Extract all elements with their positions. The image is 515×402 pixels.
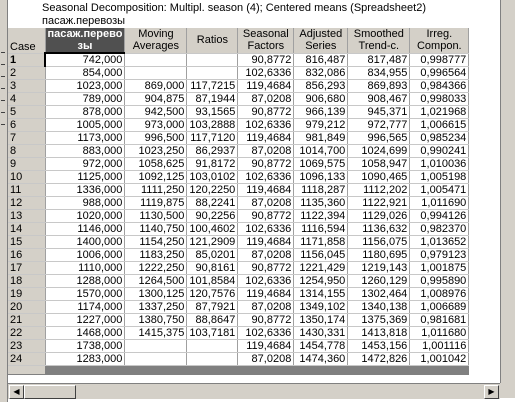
table-cell[interactable]: 1300,125 [125, 288, 187, 301]
table-cell[interactable]: 93,1565 [187, 106, 238, 119]
table-cell[interactable]: 1453,156 [348, 340, 410, 353]
table-cell[interactable]: 1058,947 [348, 158, 410, 171]
table-cell[interactable]: 832,086 [294, 67, 348, 80]
table-cell[interactable]: 1,013652 [410, 236, 469, 249]
table-cell[interactable] [187, 53, 238, 67]
column-header-passenger-traffic[interactable]: пасаж.перево зы [45, 28, 125, 53]
table-cell[interactable]: 1283,000 [45, 353, 125, 366]
table-cell[interactable]: 1219,143 [348, 262, 410, 275]
column-header-smoothed-trend[interactable]: Smoothed Trend-c. [348, 28, 410, 53]
table-cell[interactable]: 1468,000 [45, 327, 125, 340]
table-cell[interactable]: 87,0208 [238, 249, 294, 262]
row-number[interactable]: 24 [8, 353, 45, 366]
header-row [8, 28, 469, 53]
table-cell[interactable]: 87,0208 [238, 301, 294, 314]
table-cell[interactable]: 904,875 [125, 93, 187, 106]
row-number[interactable]: 2 [8, 67, 45, 80]
scroll-right-icon[interactable]: ▶ [484, 385, 499, 399]
table-row [8, 262, 469, 275]
table-cell[interactable]: 0,982370 [410, 223, 469, 236]
table-cell[interactable]: 88,8647 [187, 314, 238, 327]
table-cell[interactable]: 0,984366 [410, 80, 469, 93]
row-number[interactable]: 6 [8, 119, 45, 132]
row-number[interactable]: 12 [8, 197, 45, 210]
row-number[interactable]: 1 [8, 53, 45, 67]
table-cell[interactable]: 1,010036 [410, 158, 469, 171]
table-row [8, 353, 469, 366]
table-cell[interactable] [187, 67, 238, 80]
table-cell[interactable]: 119,4684 [238, 236, 294, 249]
table-row [8, 236, 469, 249]
row-number[interactable]: 20 [8, 301, 45, 314]
row-number[interactable]: 10 [8, 171, 45, 184]
empty-cell [410, 366, 469, 375]
table-row [8, 301, 469, 314]
table-cell[interactable]: 102,6336 [238, 171, 294, 184]
column-header-irregular-component[interactable]: Irreg. Compon. [410, 28, 469, 53]
empty-cell [294, 366, 348, 375]
left-window-edge [0, 0, 8, 402]
table-cell[interactable]: 121,2909 [187, 236, 238, 249]
table-cell[interactable]: 1129,026 [348, 210, 410, 223]
table-cell[interactable]: 1340,138 [348, 301, 410, 314]
table-cell[interactable]: 1112,202 [348, 184, 410, 197]
table-cell[interactable]: 816,487 [294, 53, 348, 67]
table-row [8, 132, 469, 145]
table-row [8, 80, 469, 93]
table-cell[interactable]: 103,0102 [187, 171, 238, 184]
table-row [8, 197, 469, 210]
table-cell[interactable]: 117,7120 [187, 132, 238, 145]
table-cell[interactable]: 1135,360 [294, 197, 348, 210]
table-cell[interactable]: 0,990241 [410, 145, 469, 158]
table-cell[interactable]: 1118,287 [294, 184, 348, 197]
table-cell[interactable]: 883,000 [45, 145, 125, 158]
table-cell[interactable]: 1023,250 [125, 145, 187, 158]
table-cell[interactable]: 789,000 [45, 93, 125, 106]
table-cell[interactable]: 0,998777 [410, 53, 469, 67]
table-cell[interactable]: 86,2937 [187, 145, 238, 158]
table-cell[interactable]: 1154,250 [125, 236, 187, 249]
table-cell[interactable]: 1350,174 [294, 314, 348, 327]
table-row [8, 93, 469, 106]
table-cell[interactable]: 90,8772 [238, 106, 294, 119]
table-cell[interactable]: 85,0201 [187, 249, 238, 262]
table-cell[interactable]: 119,4684 [238, 340, 294, 353]
table-row [8, 340, 469, 353]
table-row [8, 223, 469, 236]
row-number[interactable]: 13 [8, 210, 45, 223]
table-cell[interactable]: 979,212 [294, 119, 348, 132]
empty-row [8, 366, 469, 375]
table-cell[interactable] [125, 353, 187, 366]
table-cell[interactable]: 908,467 [348, 93, 410, 106]
column-header-seasonal-factors[interactable]: Seasonal Factors [238, 28, 294, 53]
table-cell[interactable]: 1302,464 [348, 288, 410, 301]
spreadsheet-subtitle: пасаж.перевозы [42, 15, 126, 27]
table-cell[interactable]: 90,8772 [238, 210, 294, 223]
table-cell[interactable] [125, 53, 187, 67]
row-number[interactable]: 21 [8, 314, 45, 327]
row-number[interactable]: 14 [8, 223, 45, 236]
table-cell[interactable]: 1413,818 [348, 327, 410, 340]
table-cell[interactable]: 1400,000 [45, 236, 125, 249]
empty-cell [187, 366, 238, 375]
table-cell[interactable]: 869,893 [348, 80, 410, 93]
horizontal-scrollbar[interactable] [8, 383, 500, 399]
table-cell[interactable]: 1472,826 [348, 353, 410, 366]
table-cell[interactable]: 1454,778 [294, 340, 348, 353]
column-header-case[interactable]: Case [8, 28, 45, 53]
table-cell[interactable]: 0,985234 [410, 132, 469, 145]
table-cell[interactable]: 1069,575 [294, 158, 348, 171]
spreadsheet-title-area [8, 0, 478, 28]
table-cell[interactable]: 996,565 [348, 132, 410, 145]
table-cell[interactable]: 1,008976 [410, 288, 469, 301]
table-cell[interactable]: 1125,000 [45, 171, 125, 184]
table-cell[interactable]: 102,6336 [238, 119, 294, 132]
column-header-adjusted-series[interactable]: Adjusted Series [294, 28, 348, 53]
table-cell[interactable]: 90,8772 [238, 262, 294, 275]
table-cell[interactable]: 0,994126 [410, 210, 469, 223]
table-cell[interactable]: 1314,155 [294, 288, 348, 301]
table-cell[interactable]: 1349,102 [294, 301, 348, 314]
table-cell[interactable]: 1,011680 [410, 327, 469, 340]
table-cell[interactable]: 1020,000 [45, 210, 125, 223]
table-cell[interactable]: 1136,632 [348, 223, 410, 236]
table-cell[interactable]: 0,998033 [410, 93, 469, 106]
table-cell[interactable]: 1058,625 [125, 158, 187, 171]
table-row [8, 53, 469, 67]
table-cell[interactable]: 120,2250 [187, 184, 238, 197]
table-cell[interactable]: 945,371 [348, 106, 410, 119]
row-number[interactable]: 16 [8, 249, 45, 262]
table-cell[interactable]: 1,006689 [410, 301, 469, 314]
table-cell[interactable]: 119,4684 [238, 80, 294, 93]
scrollbar-thumb[interactable] [24, 385, 76, 399]
table-cell[interactable]: 1146,000 [45, 223, 125, 236]
table-cell[interactable]: 120,7576 [187, 288, 238, 301]
table-row [8, 145, 469, 158]
empty-cell [45, 366, 125, 375]
table-cell[interactable]: 742,000 [45, 53, 125, 67]
table-cell[interactable]: 1260,129 [348, 275, 410, 288]
table-cell[interactable]: 988,000 [45, 197, 125, 210]
empty-cell [125, 366, 187, 375]
table-cell[interactable]: 1375,369 [348, 314, 410, 327]
table-cell[interactable]: 1,021968 [410, 106, 469, 119]
row-number[interactable]: 23 [8, 340, 45, 353]
table-cell[interactable]: 1,006615 [410, 119, 469, 132]
table-cell[interactable]: 0,979123 [410, 249, 469, 262]
table-cell[interactable]: 1474,360 [294, 353, 348, 366]
table-row [8, 184, 469, 197]
table-cell[interactable] [125, 67, 187, 80]
table-cell[interactable]: 88,2241 [187, 197, 238, 210]
table-row [8, 288, 469, 301]
column-header-moving-averages[interactable]: Moving Averages [125, 28, 187, 53]
table-cell[interactable]: 90,8161 [187, 262, 238, 275]
table-cell[interactable]: 1254,950 [294, 275, 348, 288]
row-number[interactable]: 3 [8, 80, 45, 93]
table-cell[interactable]: 1,005198 [410, 171, 469, 184]
table-cell[interactable]: 1,001875 [410, 262, 469, 275]
results-table [8, 28, 469, 375]
table-cell[interactable]: 906,680 [294, 93, 348, 106]
row-number [8, 366, 45, 375]
table-cell[interactable]: 90,2256 [187, 210, 238, 223]
row-number[interactable]: 7 [8, 132, 45, 145]
row-number[interactable]: 22 [8, 327, 45, 340]
table-cell[interactable]: 972,000 [45, 158, 125, 171]
table-cell[interactable]: 119,4684 [238, 184, 294, 197]
table-cell[interactable]: 87,0208 [238, 197, 294, 210]
table-cell[interactable]: 1156,075 [348, 236, 410, 249]
table-cell[interactable]: 1221,429 [294, 262, 348, 275]
table-cell[interactable]: 1430,331 [294, 327, 348, 340]
table-cell[interactable]: 1096,133 [294, 171, 348, 184]
table-cell[interactable]: 1140,750 [125, 223, 187, 236]
spreadsheet-window [8, 0, 515, 402]
table-cell[interactable]: 834,955 [348, 67, 410, 80]
table-row [8, 327, 469, 340]
table-cell[interactable]: 1090,465 [348, 171, 410, 184]
table-cell[interactable]: 102,6336 [238, 67, 294, 80]
vertical-scrollbar[interactable] [500, 0, 515, 383]
table-cell[interactable]: 1222,250 [125, 262, 187, 275]
table-cell[interactable]: 1337,250 [125, 301, 187, 314]
table-cell[interactable]: 817,487 [348, 53, 410, 67]
table-cell[interactable]: 117,7215 [187, 80, 238, 93]
row-number[interactable]: 11 [8, 184, 45, 197]
table-cell[interactable]: 1092,125 [125, 171, 187, 184]
table-cell[interactable]: 90,8772 [238, 314, 294, 327]
table-row [8, 119, 469, 132]
table-cell[interactable]: 1023,000 [45, 80, 125, 93]
table-cell[interactable]: 102,6336 [238, 275, 294, 288]
table-row [8, 314, 469, 327]
scroll-left-icon[interactable]: ◀ [9, 385, 24, 399]
column-header-ratios[interactable]: Ratios [187, 28, 238, 53]
table-cell[interactable] [187, 340, 238, 353]
table-cell[interactable]: 966,139 [294, 106, 348, 119]
table-cell[interactable]: 972,777 [348, 119, 410, 132]
table-cell[interactable]: 1005,000 [45, 119, 125, 132]
row-number[interactable]: 8 [8, 145, 45, 158]
empty-cell [348, 366, 410, 375]
table-cell[interactable]: 87,0208 [238, 353, 294, 366]
table-cell[interactable]: 981,849 [294, 132, 348, 145]
table-cell[interactable]: 942,500 [125, 106, 187, 119]
table-row [8, 210, 469, 223]
table-cell[interactable]: 91,8172 [187, 158, 238, 171]
table-cell[interactable]: 1122,394 [294, 210, 348, 223]
table-cell[interactable]: 0,995890 [410, 275, 469, 288]
table-cell[interactable]: 1570,000 [45, 288, 125, 301]
spreadsheet-title: Seasonal Decomposition: Multipl. season (4); Centered means (Spreadsheet2) [42, 2, 426, 14]
table-cell[interactable]: 103,7181 [187, 327, 238, 340]
row-number[interactable]: 5 [8, 106, 45, 119]
table-cell[interactable]: 0,996564 [410, 67, 469, 80]
table-cell[interactable]: 854,000 [45, 67, 125, 80]
table-row [8, 106, 469, 119]
table-cell[interactable]: 1,005471 [410, 184, 469, 197]
row-number[interactable]: 18 [8, 275, 45, 288]
table-cell[interactable]: 101,8584 [187, 275, 238, 288]
table-cell[interactable]: 87,1944 [187, 93, 238, 106]
table-cell[interactable]: 1171,858 [294, 236, 348, 249]
table-cell[interactable]: 1122,921 [348, 197, 410, 210]
table-cell[interactable]: 869,000 [125, 80, 187, 93]
row-number[interactable]: 15 [8, 236, 45, 249]
table-cell[interactable]: 1014,700 [294, 145, 348, 158]
table-cell[interactable]: 1227,000 [45, 314, 125, 327]
empty-cell [238, 366, 294, 375]
table-cell[interactable]: 87,7921 [187, 301, 238, 314]
table-cell[interactable]: 1380,750 [125, 314, 187, 327]
table-cell[interactable]: 973,000 [125, 119, 187, 132]
table-cell[interactable]: 119,4684 [238, 132, 294, 145]
table-cell[interactable] [187, 353, 238, 366]
table-cell[interactable]: 87,0208 [238, 145, 294, 158]
table-cell[interactable]: 878,000 [45, 106, 125, 119]
table-cell[interactable]: 1,001116 [410, 340, 469, 353]
table-cell[interactable]: 1415,375 [125, 327, 187, 340]
table-cell[interactable]: 119,4684 [238, 288, 294, 301]
table-row [8, 275, 469, 288]
table-cell[interactable]: 1288,000 [45, 275, 125, 288]
table-cell[interactable]: 1111,250 [125, 184, 187, 197]
table-row [8, 171, 469, 184]
table-cell[interactable]: 1174,000 [45, 301, 125, 314]
table-row [8, 67, 469, 80]
row-number[interactable]: 19 [8, 288, 45, 301]
table-cell[interactable]: 1738,000 [45, 340, 125, 353]
table-cell[interactable]: 90,8772 [238, 158, 294, 171]
table-row [8, 158, 469, 171]
table-cell[interactable]: 1024,699 [348, 145, 410, 158]
table-cell[interactable]: 1116,594 [294, 223, 348, 236]
table-cell[interactable]: 996,500 [125, 132, 187, 145]
table-cell[interactable]: 1110,000 [45, 262, 125, 275]
table-cell[interactable]: 102,6336 [238, 327, 294, 340]
table-cell[interactable]: 856,293 [294, 80, 348, 93]
row-number[interactable]: 17 [8, 262, 45, 275]
table-cell[interactable]: 1130,500 [125, 210, 187, 223]
table-cell[interactable]: 1006,000 [45, 249, 125, 262]
table-cell[interactable]: 0,981681 [410, 314, 469, 327]
table-cell[interactable]: 1173,000 [45, 132, 125, 145]
table-cell[interactable]: 1,011690 [410, 197, 469, 210]
table-cell[interactable]: 102,6336 [238, 223, 294, 236]
table-cell[interactable] [125, 340, 187, 353]
row-number[interactable]: 9 [8, 158, 45, 171]
table-cell[interactable]: 1183,250 [125, 249, 187, 262]
scrollbar-corner [500, 383, 515, 398]
table-cell[interactable]: 90,8772 [238, 53, 294, 67]
table-cell[interactable]: 100,4602 [187, 223, 238, 236]
table-cell[interactable]: 1156,045 [294, 249, 348, 262]
table-cell[interactable]: 103,2888 [187, 119, 238, 132]
table-cell[interactable]: 1180,695 [348, 249, 410, 262]
table-cell[interactable]: 1264,500 [125, 275, 187, 288]
row-number[interactable]: 4 [8, 93, 45, 106]
table-cell[interactable]: 1,001042 [410, 353, 469, 366]
table-row [8, 249, 469, 262]
table-cell[interactable]: 1336,000 [45, 184, 125, 197]
table-cell[interactable]: 87,0208 [238, 93, 294, 106]
table-cell[interactable]: 1119,875 [125, 197, 187, 210]
